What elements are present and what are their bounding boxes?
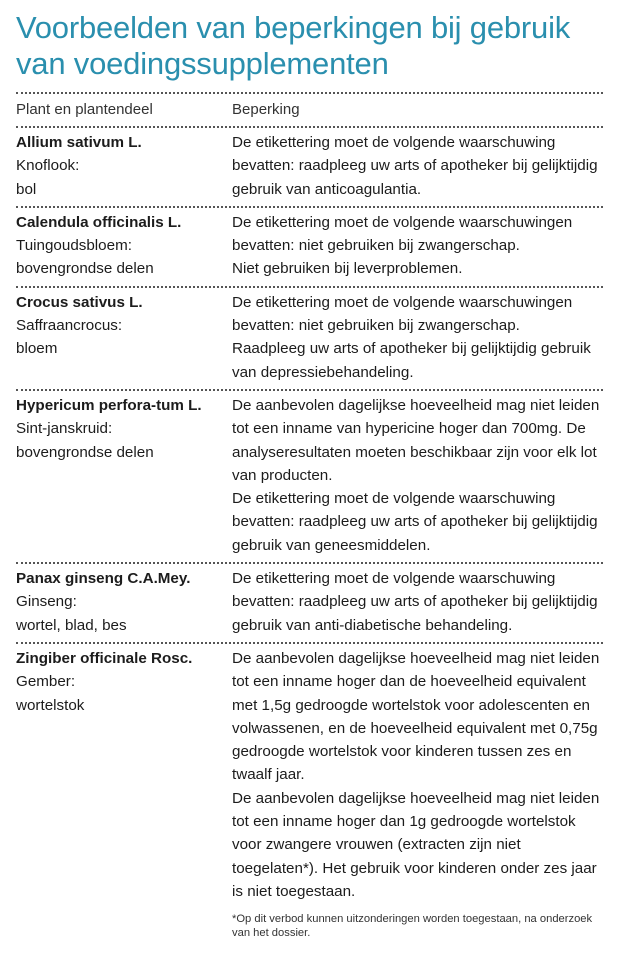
plant-cell bbox=[16, 211, 232, 281]
plant-part: wortelstok bbox=[16, 696, 85, 714]
restriction-text: De etikettering moet de volgende waarschuwing bevatten: raadpleeg uw arts of apotheker bij gelijktijdig gebruik van anticoagulantia. bbox=[232, 134, 598, 198]
plant-cell bbox=[16, 131, 232, 201]
page-title: Voorbeelden van beperkingen bij gebruik van voedingssupplementen bbox=[16, 10, 571, 81]
plant-latin-name: Panax ginseng C.A.Mey. bbox=[16, 570, 191, 588]
plant-common-name: Saffraancrocus: bbox=[16, 317, 123, 335]
restriction-text: Niet gebruiken bij leverproblemen. bbox=[232, 260, 463, 278]
plant-part: bloem bbox=[16, 340, 58, 358]
plant-part: bovengrondse delen bbox=[16, 443, 154, 461]
column-header-restriction: Beperking bbox=[232, 101, 300, 118]
table-row bbox=[16, 288, 603, 389]
restriction-cell bbox=[232, 211, 603, 281]
table-row bbox=[16, 564, 603, 642]
table-header bbox=[16, 94, 603, 126]
restriction-cell bbox=[232, 291, 603, 384]
restriction-text: De etikettering moet de volgende waarschuwing bevatten: raadpleeg uw arts of apotheker bij gelijktijdig gebruik van anti-diabetische behandeling. bbox=[232, 570, 598, 634]
plant-latin-name: Hypericum perfora-tum L. bbox=[16, 396, 202, 414]
table-body bbox=[16, 128, 603, 908]
restriction-text: Raadpleeg uw arts of apotheker bij gelijktijdig gebruik van depressiebehandeling. bbox=[232, 340, 591, 381]
restriction-cell bbox=[232, 647, 603, 903]
column-header-plant: Plant en plantendeel bbox=[16, 101, 153, 118]
restriction-text: De aanbevolen dagelijkse hoeveelheid mag niet leiden tot een inname hoger dan 1g gedroogde wortelstok voor zwangere vrouwen (extracten zijn niet toegelaten*). Het gebruik voor kinderen onder zes jaar is niet toegestaan. bbox=[232, 789, 600, 900]
table-row bbox=[16, 644, 603, 908]
plant-part: bol bbox=[16, 180, 37, 198]
table-row bbox=[16, 208, 603, 286]
restriction-text: De etikettering moet de volgende waarschuwingen bevatten: niet gebruiken bij zwangerschap. bbox=[232, 213, 573, 255]
restriction-text: De etikettering moet de volgende waarschuwing bevatten: raadpleeg uw arts of apotheker bij gelijktijdig gebruik van geneesmiddelen. bbox=[232, 490, 598, 554]
restriction-text: De aanbevolen dagelijkse hoeveelheid mag niet leiden tot een inname van hypericine hoger dan 700mg. De analyseresultaten moeten beschikbaar zijn voor elk lot van producten. bbox=[232, 396, 600, 484]
footnote: *Op dit verbod kunnen uitzonderingen worden toegestaan, na onderzoek van het dossier. bbox=[232, 913, 593, 940]
plant-part: bovengrondse delen bbox=[16, 260, 154, 278]
plant-cell bbox=[16, 647, 232, 903]
plant-common-name: Knoflook: bbox=[16, 157, 80, 175]
plant-latin-name: Allium sativum L. bbox=[16, 134, 142, 151]
plant-common-name: Gember: bbox=[16, 673, 76, 691]
restriction-cell bbox=[232, 394, 603, 557]
plant-latin-name: Crocus sativus L. bbox=[16, 293, 143, 311]
table-row bbox=[16, 391, 603, 562]
restriction-text: De etikettering moet de volgende waarschuwingen bevatten: niet gebruiken bij zwangerschap. bbox=[232, 293, 573, 335]
plant-common-name: Tuingoudsbloem: bbox=[16, 237, 132, 255]
restriction-text: De aanbevolen dagelijkse hoeveelheid mag niet leiden tot een inname hoger dan de hoeveelheid equivalent met 1,5g gedroogde wortelstok voor adolescenten en volwassenen, en de hoeveelheid equivalent met 0,75g gedroogde wortelstok voor kinderen tussen zes en twaalf jaar. bbox=[232, 649, 600, 784]
plant-cell bbox=[16, 394, 232, 557]
plant-cell bbox=[16, 291, 232, 384]
plant-part: wortel, blad, bes bbox=[16, 616, 127, 634]
plant-latin-name: Calendula officinalis L. bbox=[16, 213, 182, 231]
restriction-cell bbox=[232, 131, 603, 201]
plant-common-name: Ginseng: bbox=[16, 593, 77, 611]
plant-cell bbox=[16, 567, 232, 637]
table-row bbox=[16, 128, 603, 206]
restriction-cell bbox=[232, 567, 603, 637]
plant-common-name: Sint-janskruid: bbox=[16, 420, 113, 438]
plant-latin-name: Zingiber officinale Rosc. bbox=[16, 649, 193, 667]
